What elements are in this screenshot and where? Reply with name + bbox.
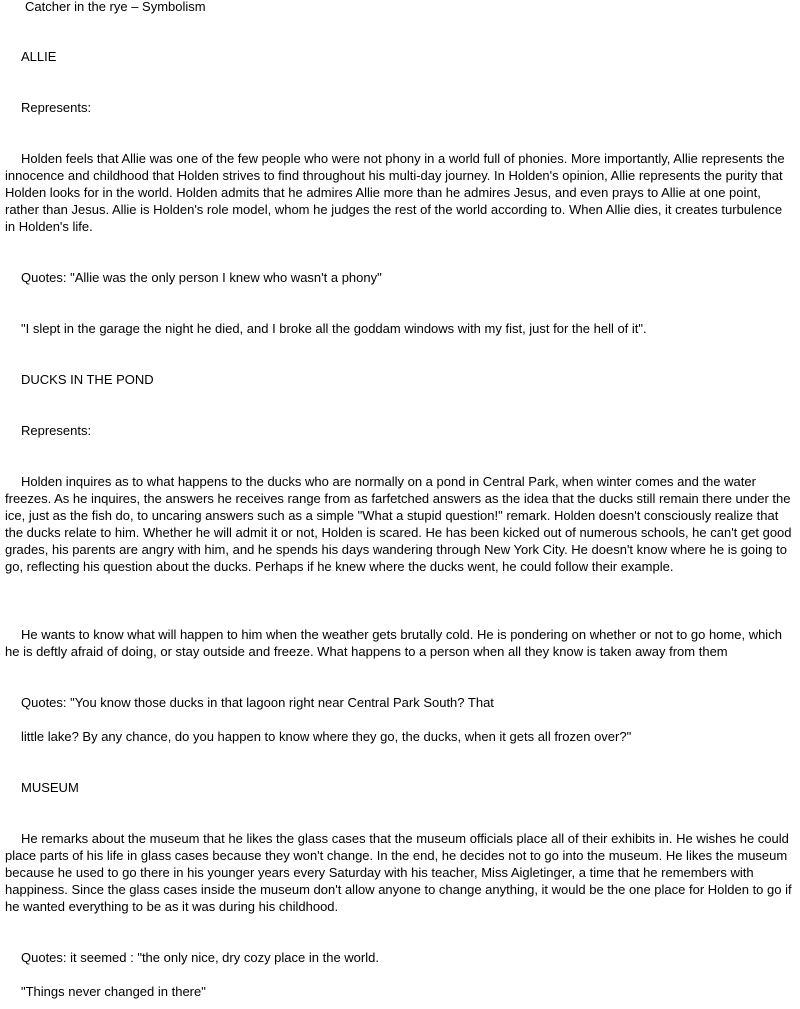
- quote-ducks-1: Quotes: "You know those ducks in that lagoon right near Central Park South? That: [21, 695, 494, 710]
- section-heading-ducks: DUCKS IN THE POND: [21, 372, 154, 387]
- paragraph-museum: He remarks about the museum that he likes the glass cases that the museum officials place all of their exhibits in. He wishes he could place parts of his life in glass cases because they won't change. In the end, he decides not to go into the museum. He likes the museum because he used to go there in his younger years every Saturday with his teacher, Miss Aigletinger, a time that he remembers with happiness. Since the glass cases inside the museum don't allow anyone to change anything, it would be the one place for Holden to go if he wanted everything to be as it was during his childhood.: [5, 831, 792, 914]
- represents-label-allie: Represents:: [21, 100, 92, 115]
- quote-allie-2: "I slept in the garage the night he died, and I broke all the goddam windows with my fist, just for the hell of it".: [21, 321, 647, 336]
- section-heading-museum: MUSEUM: [21, 780, 79, 795]
- section-heading-allie: ALLIE: [21, 49, 57, 64]
- title-text: Catcher in the rye – Symbolism: [25, 0, 206, 14]
- paragraph-ducks-1: Holden inquires as to what happens to the ducks who are normally on a pond in Central Park, when winter comes and the water freezes. As he inquires, the answers he receives range from as farfetched answers as the idea that the ducks still remain there under the ice, just as the fish do, to uncaring answers such as a simple "What a stupid question!" remark. Holden doesn't consciously realize that the ducks relate to him. Whether he will admit it or not, Holden is scared. He has been kicked out of numerous schools, he can't get good grades, his parents are angry with him, and he spends his days wandering through New York City. He doesn't know where he is going to go, reflecting his question about the ducks. Perhaps if he knew where the ducks went, he could follow their example.: [5, 474, 792, 574]
- quote-museum-2: "Things never changed in there": [21, 984, 206, 999]
- paragraph-ducks-2: He wants to know what will happen to him when the weather gets brutally cold. He is pondering on whether or not to go home, which he is deftly afraid of doing, or stay outside and freeze. What happens to a person when all they know is taken away from them: [5, 627, 782, 659]
- represents-label-ducks: Represents:: [21, 423, 92, 438]
- paragraph-allie: Holden feels that Allie was one of the few people who were not phony in a world full of phonies. More importantly, Allie represents the innocence and childhood that Holden strives to find throughout his multi-day journey. In Holden's opinion, Allie represents the purity that Holden looks for in the world. Holden admits that he admires Allie more than he admires Jesus, and even prays to Allie at one point, rather than Jesus. Allie is Holden's role model, whom he judges the rest of the world according to. When Allie dies, it creates turbulence in Holden's life.: [5, 151, 785, 234]
- quote-allie-1: Quotes: "Allie was the only person I knew who wasn't a phony": [21, 270, 382, 285]
- quote-museum-1: Quotes: it seemed : "the only nice, dry cozy place in the world.: [21, 950, 379, 965]
- document-title: [5, 0, 795, 15]
- quote-ducks-2: little lake? By any chance, do you happen to know where they go, the ducks, when it gets all frozen over?": [21, 729, 632, 744]
